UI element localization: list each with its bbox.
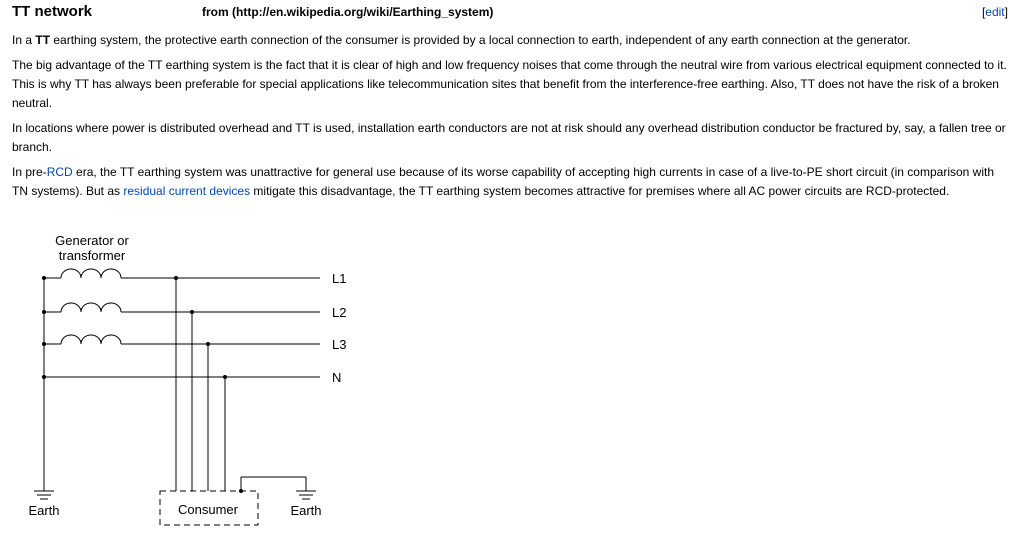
section-title: TT network: [12, 3, 93, 20]
winding-coil-icon: [44, 335, 320, 344]
edit-bracket-close: ]: [1004, 5, 1008, 19]
earth-icon: [34, 491, 54, 499]
line-label-n: N: [332, 370, 342, 385]
source-note: from (http://en.wikipedia.org/wiki/Earthing_system): [202, 5, 494, 19]
p4-pre: In pre-: [12, 165, 47, 179]
paragraph-overhead: In locations where power is distributed overhead and TT is used, installation earth conductors are not at risk should any overhead distribution conductor be fractured by, say, a fallen tree or branch.: [12, 121, 1006, 154]
p1-bold-term: TT: [35, 33, 51, 47]
residual-current-devices-link[interactable]: residual current devices: [123, 184, 251, 198]
junction-dots: [42, 276, 243, 493]
generator-label-line1: Generator or: [55, 233, 129, 248]
edit-link[interactable]: edit: [985, 5, 1005, 19]
tt-network-diagram: [0, 225, 400, 545]
line-label-l2: L2: [332, 305, 347, 320]
edit-link-wrapper: [982, 5, 1008, 19]
paragraph-rcd: [12, 163, 1010, 201]
paragraph-advantage: The big advantage of the TT earthing system is the fact that it is clear of high and low frequency noises that come through the neutral wire from various electrical equipment connected to it. This is why TT has always been preferable for special applications like telecommunication sites that benefit from the interference-free earthing. Also, TT does not have the risk of a broken neutral.: [12, 58, 1007, 110]
generator-label-line2: transformer: [58, 248, 126, 263]
paragraph-intro: [12, 31, 1010, 50]
section-header: [12, 3, 1008, 23]
line-label-l3: L3: [332, 337, 347, 352]
p4-mid: era, the TT earthing system was unattractive for general use because of its worse capability of accepting high currents in case of a live-to-PE short circuit (in comparison with TN systems). But as: [12, 165, 995, 198]
edit-bracket-open: [: [981, 5, 986, 19]
p1-pre: In a: [12, 33, 36, 47]
earth-label-left: Earth: [28, 503, 60, 518]
rcd-link[interactable]: RCD: [46, 165, 73, 179]
p1-post: earthing system, the protective earth connection of the consumer is provided by a local connection to earth, independent of any earth connection at the generator.: [50, 33, 911, 47]
p4-post: mitigate this disadvantage, the TT earthing system becomes attractive for premises where all AC power circuits are RCD-protected.: [250, 184, 950, 198]
winding-coil-icon: [44, 269, 320, 278]
consumer-label: Consumer: [178, 502, 238, 517]
article-body: [12, 31, 1010, 207]
winding-coil-icon: [44, 303, 320, 312]
line-label-l1: L1: [332, 271, 347, 286]
earth-icon: [296, 491, 316, 499]
earth-label-right: Earth: [290, 503, 322, 518]
